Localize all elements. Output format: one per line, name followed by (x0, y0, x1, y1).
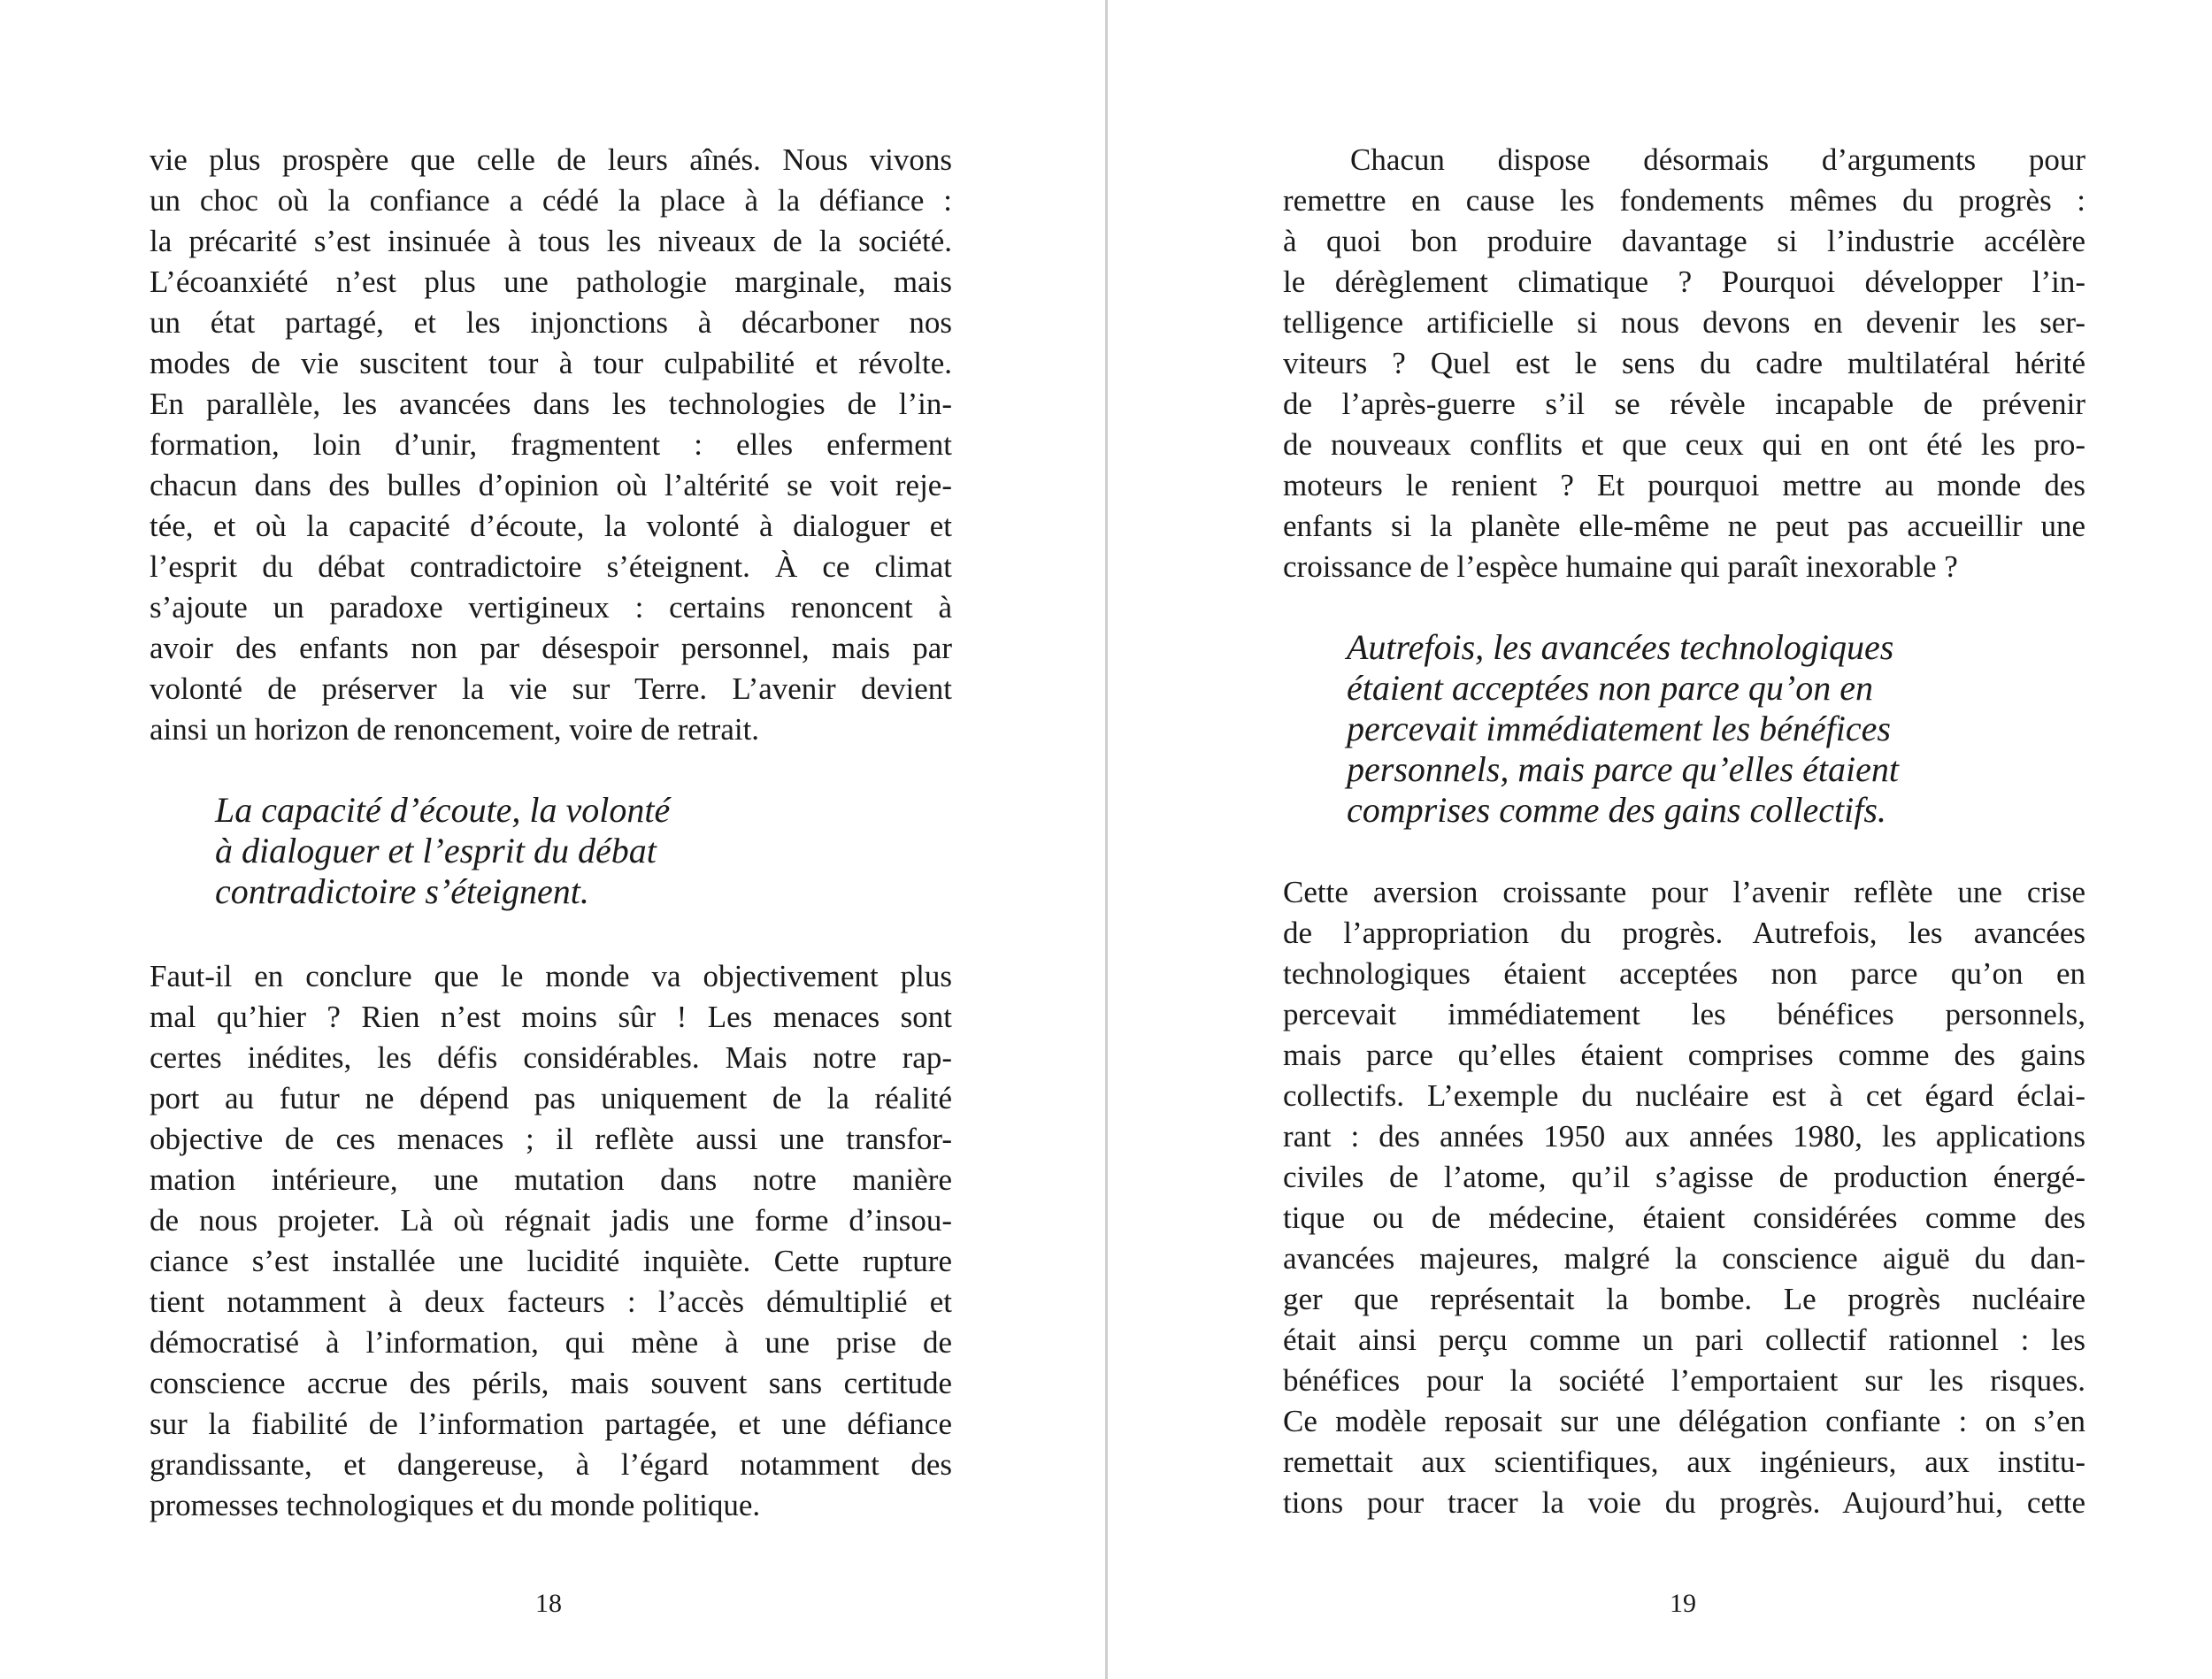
text-line: tique ou de médecine, étaient considérées comme des (1283, 1200, 2085, 1235)
text-line: remettait aux scientifiques, aux ingénieurs, aux institu- (1283, 1445, 2085, 1479)
paragraph (150, 956, 952, 1526)
text-line: En parallèle, les avancées dans les technologies de l’in- (150, 387, 952, 421)
text-line: conscience accrue des périls, mais souvent sans certitude (150, 1366, 952, 1400)
text-line: remettre en cause les fondements mêmes du progrès : (1283, 183, 2085, 218)
text-line: un état partagé, et les injonctions à décarboner nos (150, 305, 952, 340)
text-line: percevait immédiatement les bénéfices personnels, (1283, 997, 2085, 1031)
text-line: un choc où la confiance a cédé la place à la défiance : (150, 183, 952, 218)
text-line: L’écoanxiété n’est plus une pathologie marginale, mais (150, 264, 952, 299)
text-line: moteurs le renient ? Et pourquoi mettre au monde des (1283, 468, 2085, 502)
text-line: telligence artificielle si nous devons en devenir les ser- (1283, 305, 2085, 340)
text-line: avancées majeures, malgré la conscience aiguë du dan- (1283, 1241, 2085, 1276)
pull-quote (215, 790, 1018, 912)
text-line: tée, et où la capacité d’écoute, la volonté à dialoguer et (150, 509, 952, 543)
text-line: collectifs. L’exemple du nucléaire est à cet égard éclai- (1283, 1078, 2085, 1113)
text-line: croissance de l’espèce humaine qui paraît inexorable ? (1283, 549, 1958, 584)
text-line: modes de vie suscitent tour à tour culpabilité et révolte. (150, 346, 952, 380)
text-line: chacun dans des bulles d’opinion où l’altérité se voit reje- (150, 468, 952, 502)
page-number: 19 (1670, 1589, 1696, 1618)
text-line: mal qu’hier ? Rien n’est moins sûr ! Les menaces sont (150, 1000, 952, 1034)
text-line: avoir des enfants non par désespoir personnel, mais par (150, 631, 952, 665)
text-line: à dialoguer et l’esprit du débat (215, 831, 657, 870)
text-line: civiles de l’atome, qu’il s’agisse de production énergé- (1283, 1160, 2085, 1194)
text-line: Faut-il en conclure que le monde va objectivement plus (150, 959, 952, 993)
pull-quote (1347, 627, 2149, 831)
text-line: de nous projeter. Là où régnait jadis une forme d’insou- (150, 1203, 952, 1238)
text-line: Autrefois, les avancées technologiques (1347, 627, 1894, 667)
text-line: port au futur ne dépend pas uniquement de la réalité (150, 1081, 952, 1116)
text-line: s’ajoute un paradoxe vertigineux : certains renoncent à (150, 590, 952, 625)
text-line: de l’appropriation du progrès. Autrefois, les avancées (1283, 916, 2085, 950)
text-line: sur la fiabilité de l’information partagée, et une défiance (150, 1407, 952, 1441)
text-line: démocratisé à l’information, qui mène à une prise de (150, 1325, 952, 1360)
text-line: à quoi bon produire davantage si l’industrie accélère (1283, 224, 2085, 258)
text-line: tions pour tracer la voie du progrès. Aujourd’hui, cette (1283, 1485, 2085, 1520)
text-line: étaient acceptées non parce qu’on en (1347, 668, 1873, 708)
text-line: objective de ces menaces ; il reflète aussi une transfor- (150, 1122, 952, 1156)
text-line: formation, loin d’unir, fragmentent : elles enferment (150, 427, 952, 462)
text-line: ger que représentait la bombe. Le progrès nucléaire (1283, 1282, 2085, 1316)
text-line: La capacité d’écoute, la volonté (215, 790, 671, 830)
text-line: ciance s’est installée une lucidité inquiète. Cette rupture (150, 1244, 952, 1278)
text-line: bénéfices pour la société l’emportaient sur les risques. (1283, 1363, 2085, 1398)
text-line: Ce modèle reposait sur une délégation confiante : on s’en (1283, 1404, 2085, 1438)
paragraph (150, 140, 952, 750)
text-line: technologiques étaient acceptées non parce qu’on en (1283, 956, 2085, 991)
text-line: l’esprit du débat contradictoire s’éteignent. À ce climat (150, 549, 952, 584)
text-line: vie plus prospère que celle de leurs aînés. Nous vivons (150, 142, 952, 177)
text-line: percevait immédiatement les bénéfices (1347, 709, 1891, 748)
page-number: 18 (535, 1589, 562, 1618)
text-line: rant : des années 1950 aux années 1980, les applications (1283, 1119, 2085, 1154)
text-line: était ainsi perçu comme un pari collectif rationnel : les (1283, 1322, 2085, 1357)
text-line: de l’après-guerre s’il se révèle incapable de prévenir (1283, 387, 2085, 421)
text-line: certes inédites, les défis considérables. Mais notre rap- (150, 1040, 952, 1075)
text-line: viteurs ? Quel est le sens du cadre multilatéral hérité (1283, 346, 2085, 380)
right-page (1108, 0, 2212, 1679)
text-line: personnels, mais parce qu’elles étaient (1347, 749, 1899, 789)
text-line: promesses technologiques et du monde politique. (150, 1488, 761, 1522)
text-line: ainsi un horizon de renoncement, voire de retrait. (150, 712, 760, 747)
text-line: mais parce qu’elles étaient comprises comme des gains (1283, 1038, 2085, 1072)
text-line: Chacun dispose désormais d’arguments pour (1350, 142, 2085, 177)
text-line: le dérèglement climatique ? Pourquoi développer l’in- (1283, 264, 2085, 299)
text-line: Cette aversion croissante pour l’avenir reflète une crise (1283, 875, 2085, 909)
text-line: de nouveaux conflits et que ceux qui en ont été les pro- (1283, 427, 2085, 462)
text-line: la précarité s’est insinuée à tous les niveaux de la société. (150, 224, 952, 258)
paragraph (1283, 140, 2085, 587)
text-line: contradictoire s’éteignent. (215, 871, 589, 911)
paragraph (1283, 872, 2085, 1523)
text-line: grandissante, et dangereuse, à l’égard notamment des (150, 1447, 952, 1482)
text-line: comprises comme des gains collectifs. (1347, 790, 1886, 830)
text-line: mation intérieure, une mutation dans notre manière (150, 1162, 952, 1197)
text-line: volonté de préserver la vie sur Terre. L’avenir devient (150, 671, 952, 706)
text-line: enfants si la planète elle-même ne peut pas accueillir une (1283, 509, 2085, 543)
text-line: tient notamment à deux facteurs : l’accès démultiplié et (150, 1284, 952, 1319)
